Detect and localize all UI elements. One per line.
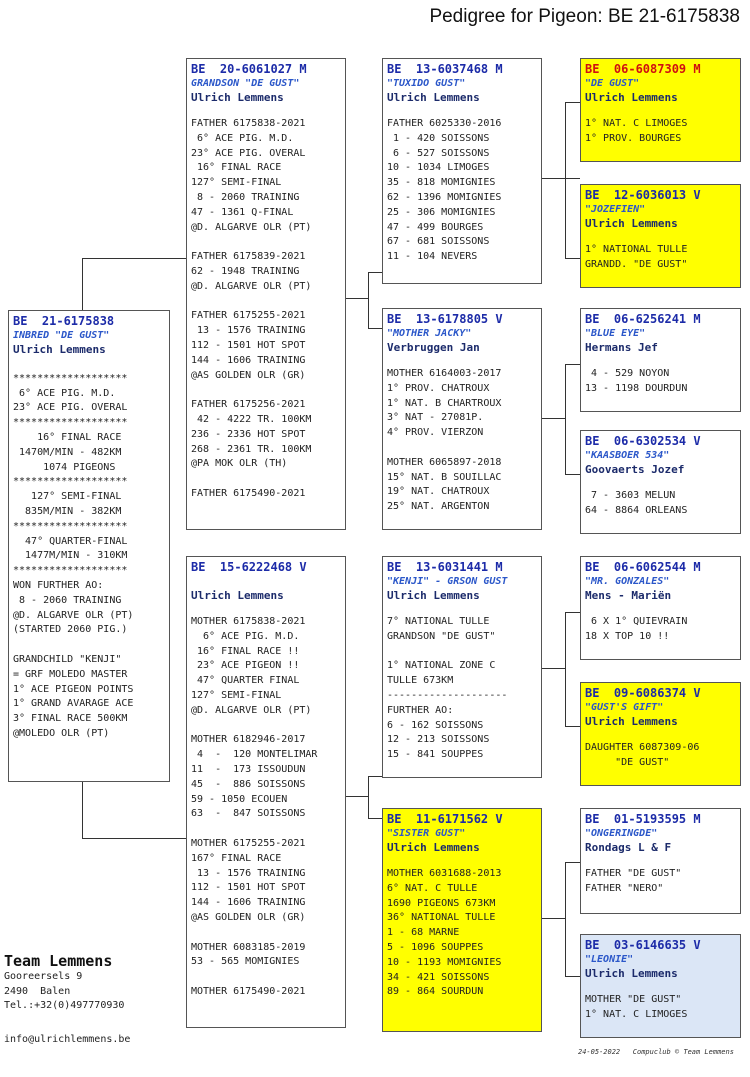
connector-line bbox=[368, 776, 369, 818]
pigeon-name: "KAASBOER 534" bbox=[585, 450, 670, 461]
performance-info: 7° NATIONAL TULLE GRANDSON "DE GUST" 1° NATIONAL ZONE C TULLE 673KM -------------------- FURTHER AO: 6 - 162 SOISSONS 12 - 213 SOISSONS 15 - 841 SOUPPES bbox=[387, 616, 508, 761]
performance-info: MOTHER 6031688-2013 6° NAT. C TULLE 1690 PIGEONS 673KM 36° NATIONAL TULLE 1 - 68 MARNE 5 - 1096 SOUPPES 10 - 1193 MOMIGNIES 34 - 421 SOISSONS 89 - 864 SOURDUN bbox=[387, 868, 502, 998]
performance-info: MOTHER 6175838-2021 6° ACE PIG. M.D. 16° FINAL RACE !! 23° ACE PIGEON !! 47° QUARTER FINAL 127° SEMI-FINAL @D. ALGARVE OLR (PT) MOTHER 6182946-2017 4 - 120 MONTELIMAR 11 - 173 ISSOUDUN 45 - 886 SOISSONS 59 - 1050 ECOUEN 63 - 847 SOISSONS MOTHER 6175255-2021 167° FINAL RACE 13 - 1576 TRAINING 112 - 1501 HOT SPOT 144 - 1606 TRAINING @AS GOLDEN OLR (GR) MOTHER 6083185-2019 53 - 565 MOMIGNIES MOTHER 6175490-2021 bbox=[191, 616, 318, 997]
performance-info: 1° NAT. C LIMOGES 1° PROV. BOURGES bbox=[585, 118, 688, 144]
pigeon-name: INBRED "DE GUST" bbox=[13, 330, 110, 341]
connector-line bbox=[368, 328, 382, 329]
owner-name: Ulrich Lemmens bbox=[585, 217, 678, 230]
owner-name: Rondags L & F bbox=[585, 841, 672, 854]
performance-info: MOTHER "DE GUST" 1° NAT. C LIMOGES bbox=[585, 994, 688, 1020]
ring-number: BE 06-6087309 M bbox=[585, 62, 701, 76]
pigeon-name: "LEONIE" bbox=[585, 954, 634, 965]
ring-number: BE 01-5193595 M bbox=[585, 812, 701, 826]
ring-number: BE 06-6062544 M bbox=[585, 560, 701, 574]
performance-info: 1° NATIONAL TULLE GRANDD. "DE GUST" bbox=[585, 244, 688, 270]
performance-info: 4 - 529 NOYON 13 - 1198 DOURDUN bbox=[585, 368, 688, 394]
team-contact bbox=[4, 952, 124, 1014]
ring-number: BE 15-6222468 V bbox=[191, 560, 307, 574]
owner-name: Ulrich Lemmens bbox=[387, 841, 480, 854]
owner-name: Ulrich Lemmens bbox=[585, 715, 678, 728]
connector-line bbox=[565, 364, 566, 474]
connector-line bbox=[565, 102, 581, 103]
owner-name: Ulrich Lemmens bbox=[191, 91, 284, 104]
pigeon-name: "KENJI" - GRSON GUST bbox=[387, 576, 508, 587]
team-name: Team Lemmens bbox=[4, 952, 113, 970]
page-title: Pedigree for Pigeon: BE 21-6175838 bbox=[429, 6, 740, 27]
connector-line bbox=[82, 258, 187, 259]
performance-info: 6 X 1° QUIEVRAIN 18 X TOP 10 !! bbox=[585, 616, 688, 642]
team-street: Gooreersels 9 bbox=[4, 971, 83, 982]
pigeon-card-mmf[interactable] bbox=[580, 808, 741, 914]
pigeon-name: "GUST'S GIFT" bbox=[585, 702, 664, 713]
owner-name: Ulrich Lemmens bbox=[387, 91, 480, 104]
pigeon-card-mmm[interactable] bbox=[580, 934, 741, 1038]
performance-info: ******************* 6° ACE PIG. M.D. 23° ACE PIG. OVERAL ******************* 16° FINAL RACE 1470M/MIN - 482KM 1074 PIGEONS ******************* 127° SEMI-FINAL 835M/MIN - 382KM ******************* 47° QUARTER-FINAL 1477M/MIN - 310KM ******************* WON FURTHER AO: 8 - 2060 TRAINING @D. ALGARVE OLR (PT) (STARTED 2060 PIG.) GRANDCHILD "KENJI" = GRF MOLEDO MASTER 1° ACE PIGEON POINTS 1° GRAND AVARAGE ACE 3° FINAL RACE 500KM @MOLEDO OLR (PT) bbox=[13, 372, 134, 739]
performance-info: FATHER 6025330-2016 1 - 420 SOISSONS 6 - 527 SOISSONS 10 - 1034 LIMOGES 35 - 818 MOMIGNIES 62 - 1396 MOMIGNIES 25 - 306 MOMIGNIES 47 - 499 BOURGES 67 - 681 SOISSONS 11 - 104 NEVERS bbox=[387, 118, 502, 263]
ring-number: BE 20-6061027 M bbox=[191, 62, 307, 76]
connector-line bbox=[565, 612, 566, 726]
team-phone: Tel.:+32(0)497770930 bbox=[4, 1000, 125, 1011]
ring-number: BE 13-6037468 M bbox=[387, 62, 503, 76]
owner-name: Hermans Jef bbox=[585, 341, 658, 354]
pigeon-card-father-mother[interactable] bbox=[382, 308, 542, 530]
ring-number: BE 13-6178805 V bbox=[387, 312, 503, 326]
owner-name: Ulrich Lemmens bbox=[585, 91, 678, 104]
connector-line bbox=[565, 862, 566, 976]
connector-line bbox=[346, 796, 368, 797]
performance-info: FATHER "DE GUST" FATHER "NERO" bbox=[585, 868, 682, 894]
pigeon-card-ffm[interactable] bbox=[580, 184, 741, 288]
connector-line bbox=[565, 726, 581, 727]
pigeon-card-mff[interactable] bbox=[580, 556, 741, 660]
connector-line bbox=[82, 838, 187, 839]
ring-number: BE 09-6086374 V bbox=[585, 686, 701, 700]
ring-number: BE 11-6171562 V bbox=[387, 812, 503, 826]
connector-line bbox=[565, 102, 566, 258]
pigeon-card-mother[interactable] bbox=[186, 556, 346, 1028]
owner-name: Ulrich Lemmens bbox=[191, 589, 284, 602]
pigeon-card-subject[interactable] bbox=[8, 310, 170, 782]
pigeon-card-fmm[interactable] bbox=[580, 430, 741, 534]
connector-line bbox=[542, 668, 565, 669]
pigeon-card-mother-father[interactable] bbox=[382, 556, 542, 778]
pigeon-card-fmf[interactable] bbox=[580, 308, 741, 412]
pigeon-card-fff[interactable] bbox=[580, 58, 741, 162]
ring-number: BE 12-6036013 V bbox=[585, 188, 701, 202]
connector-line bbox=[542, 918, 565, 919]
connector-line bbox=[368, 818, 382, 819]
performance-info: FATHER 6175838-2021 6° ACE PIG. M.D. 23° ACE PIG. OVERAL 16° FINAL RACE 127° SEMI-FINAL 8 - 2060 TRAINING 47 - 1361 Q-FINAL @D. ALGARVE OLR (PT) FATHER 6175839-2021 62 - 1948 TRAINING @D. ALGARVE OLR (PT) FATHER 6175255-2021 13 - 1576 TRAINING 112 - 1501 HOT SPOT 144 - 1606 TRAINING @AS GOLDEN OLR (GR) FATHER 6175256-2021 42 - 4222 TR. 100KM 236 - 2336 HOT SPOT 268 - 2361 TR. 100KM @PA MOK OLR (TH) FATHER 6175490-2021 bbox=[191, 118, 312, 499]
ring-number: BE 06-6302534 V bbox=[585, 434, 701, 448]
connector-line bbox=[542, 178, 580, 179]
owner-name: Ulrich Lemmens bbox=[387, 589, 480, 602]
connector-line bbox=[565, 976, 581, 977]
owner-name: Goovaerts Jozef bbox=[585, 463, 685, 476]
ring-number: BE 03-6146635 V bbox=[585, 938, 701, 952]
connector-line bbox=[82, 782, 83, 838]
pigeon-card-father[interactable] bbox=[186, 58, 346, 530]
pigeon-card-father-father[interactable] bbox=[382, 58, 542, 284]
pigeon-name: "MR. GONZALES" bbox=[585, 576, 670, 587]
connector-line bbox=[565, 474, 581, 475]
connector-line bbox=[82, 258, 83, 310]
connector-line bbox=[368, 776, 382, 777]
connector-line bbox=[565, 258, 581, 259]
connector-line bbox=[565, 612, 581, 613]
pigeon-name: "MOTHER JACKY" bbox=[387, 328, 472, 339]
pigeon-name: GRANDSON "DE GUST" bbox=[191, 78, 300, 89]
team-email[interactable]: info@ulrichlemmens.be bbox=[4, 1034, 131, 1045]
pigeon-name: "ONGERINGDE" bbox=[585, 828, 658, 839]
pigeon-card-mfm[interactable] bbox=[580, 682, 741, 786]
connector-line bbox=[346, 298, 368, 299]
owner-name: Ulrich Lemmens bbox=[13, 343, 106, 356]
pigeon-name bbox=[191, 575, 341, 589]
pigeon-name: "JOZEFIEN" bbox=[585, 204, 646, 215]
pigeon-name: "DE GUST" bbox=[585, 78, 640, 89]
performance-info: DAUGHTER 6087309-06 "DE GUST" bbox=[585, 742, 700, 768]
owner-name: Mens - Mariën bbox=[585, 589, 672, 602]
ring-number: BE 13-6031441 M bbox=[387, 560, 503, 574]
owner-name: Verbruggen Jan bbox=[387, 341, 480, 354]
pigeon-name: "BLUE EYE" bbox=[585, 328, 646, 339]
connector-line bbox=[542, 418, 565, 419]
performance-info: 7 - 3603 MELUN 64 - 8864 ORLEANS bbox=[585, 490, 688, 516]
performance-info: MOTHER 6164003-2017 1° PROV. CHATROUX 1° NAT. B CHARTROUX 3° NAT - 27081P. 4° PROV. VIERZON MOTHER 6065897-2018 15° NAT. B SOUILLAC 19° NAT. CHATROUX 25° NAT. ARGENTON bbox=[387, 368, 502, 513]
connector-line bbox=[368, 272, 382, 273]
footer-credit: 24-05-2022 Compuclub © Team Lemmens bbox=[578, 1048, 734, 1056]
pigeon-name: "SISTER GUST" bbox=[387, 828, 466, 839]
connector-line bbox=[368, 272, 369, 328]
connector-line bbox=[565, 364, 581, 365]
ring-number: BE 21-6175838 bbox=[13, 314, 115, 328]
pigeon-card-mother-mother[interactable] bbox=[382, 808, 542, 1032]
owner-name: Ulrich Lemmens bbox=[585, 967, 678, 980]
team-city: 2490 Balen bbox=[4, 985, 71, 997]
connector-line bbox=[565, 862, 581, 863]
pigeon-name: "TUXIDO GUST" bbox=[387, 78, 466, 89]
ring-number: BE 06-6256241 M bbox=[585, 312, 701, 326]
